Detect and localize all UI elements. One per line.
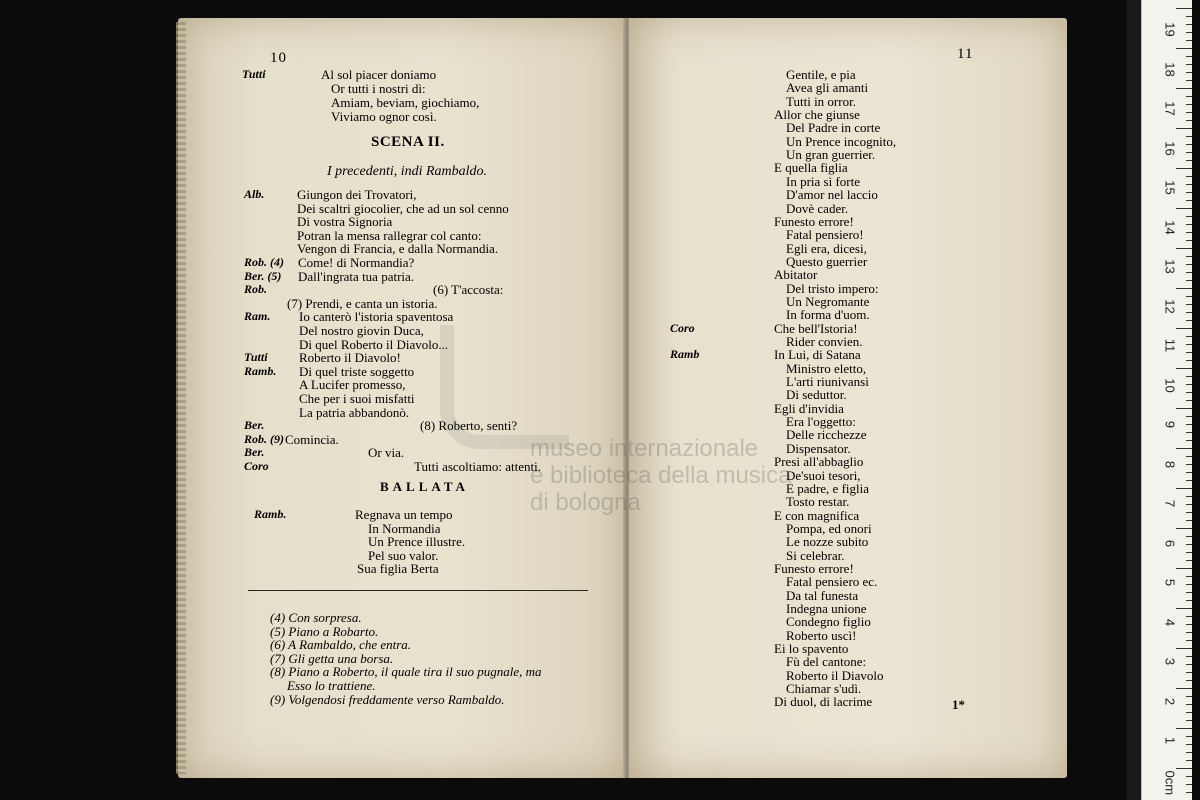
dialogue-line: Del nostro giovin Duca,	[299, 323, 424, 338]
ruler-tick	[1186, 160, 1192, 161]
verse-line: Fù del cantone:	[786, 654, 867, 670]
dialogue-line: Vengon di Francia, e dalla Normandia.	[297, 241, 499, 257]
ruler-number: 1	[1162, 736, 1178, 745]
dialogue-line: Potran la mensa rallegrar col canto:	[297, 227, 482, 243]
ruler-tick	[1186, 760, 1192, 761]
verse-line: Le nozze subito	[786, 534, 869, 550]
ruler-tick	[1186, 256, 1192, 257]
page-edges	[176, 22, 186, 774]
ruler-tick	[1186, 696, 1192, 697]
ballata-line: Un Prence illustre.	[368, 534, 466, 550]
ruler-tick	[1186, 56, 1192, 57]
ruler-tick	[1186, 336, 1192, 337]
watermark-line: di bologna	[530, 489, 641, 516]
verse-line: E con magnifica	[774, 507, 860, 523]
ruler-tick	[1186, 552, 1192, 553]
ruler-number: 16	[1162, 140, 1178, 156]
ruler-tick	[1186, 416, 1192, 417]
ruler-number: 8	[1162, 460, 1178, 468]
ballata-line: In Normandia	[368, 520, 441, 536]
ruler-tick	[1186, 272, 1192, 273]
verse-line: Un gran guerrier.	[786, 147, 876, 163]
ballata-line: Sua figlia Berta	[357, 561, 439, 577]
verse-line: Era l'oggetto:	[786, 414, 856, 430]
footnote: Esso lo trattiene.	[287, 678, 376, 693]
dialogue-line: A Lucifer promesso,	[299, 377, 406, 393]
ruler-tick	[1186, 352, 1192, 353]
ruler-tick	[1186, 424, 1192, 425]
ruler-tick	[1186, 736, 1192, 737]
dialogue-line: Di quel triste soggetto	[299, 363, 415, 379]
ruler-tick	[1186, 152, 1192, 153]
footnote-divider	[248, 590, 588, 591]
ruler-tick	[1176, 328, 1192, 329]
ruler-number: 15	[1162, 180, 1178, 195]
ruler-tick	[1186, 480, 1192, 481]
ruler-tick	[1176, 568, 1192, 569]
verse-line: Del Padre in corte	[786, 120, 881, 136]
ruler-number: 13	[1162, 259, 1178, 274]
ruler-tick	[1176, 288, 1192, 289]
ruler-tick	[1186, 24, 1192, 25]
ruler-tick	[1186, 16, 1192, 17]
ruler-tick	[1176, 368, 1192, 369]
ruler-tick	[1186, 472, 1192, 473]
verse-line: Abitator	[774, 267, 818, 283]
dialogue-line: Or via.	[368, 445, 405, 461]
speaker-label: Alb.	[244, 187, 265, 201]
dialogue-line: Di vostra Signoria	[297, 214, 393, 230]
ruler-tick	[1176, 648, 1192, 649]
ruler-tick	[1186, 496, 1192, 497]
scene-title: SCENA II.	[371, 134, 445, 150]
watermark-line: museo internazionale	[530, 435, 759, 462]
ruler-tick	[1186, 144, 1192, 145]
verse-line: Tosto restar.	[786, 494, 850, 510]
ruler-number: 6	[1162, 539, 1178, 547]
ruler-number: 9	[1162, 420, 1178, 429]
ruler-tick	[1186, 320, 1192, 321]
ruler-tick	[1186, 200, 1192, 201]
ruler-tick	[1186, 560, 1192, 561]
ruler-tick	[1186, 312, 1192, 313]
ruler-tick	[1186, 72, 1192, 73]
ruler-tick	[1186, 680, 1192, 681]
dialogue-line: Dei scaltri giocolier, che ad un sol cenno	[297, 200, 509, 216]
verse-line: Un Negromante	[786, 293, 870, 309]
ruler-tick	[1186, 216, 1192, 217]
ruler-tick	[1186, 584, 1192, 585]
verse-line: Questo guerrier	[786, 253, 868, 269]
verse-line: Dovè cader.	[786, 200, 849, 216]
ruler-tick	[1186, 640, 1192, 641]
speaker-label: Ramb	[670, 347, 700, 362]
speaker-label: Ber.	[244, 418, 265, 433]
ruler-tick	[1186, 304, 1192, 305]
verse-line: Gentile, e pia	[786, 67, 856, 82]
ruler-tick	[1186, 184, 1192, 185]
verse-line: In forma d'uom.	[786, 307, 870, 323]
ruler-tick	[1186, 672, 1192, 673]
verse-line: Un Prence incognito,	[786, 133, 897, 149]
dialogue-line: Di quel Roberto il Diavolo...	[299, 336, 449, 352]
verse-line: Ei lo spavento	[774, 641, 849, 657]
verse-line: Funesto errore!	[774, 560, 854, 576]
measuring-ruler	[1141, 0, 1192, 800]
ruler-tick	[1186, 392, 1192, 393]
ruler-tick	[1186, 32, 1192, 33]
ruler-number: 19	[1162, 22, 1178, 37]
ruler-tick	[1186, 752, 1192, 753]
ruler-tick	[1186, 784, 1192, 785]
ballata-title: BALLATA	[380, 479, 469, 494]
verse-line: L'arti riunivansi	[786, 374, 869, 390]
ruler-tick	[1176, 608, 1192, 609]
dialogue-line: Dall'ingrata tua patria.	[298, 268, 415, 284]
speaker-label: Rob.	[244, 282, 268, 297]
dialogue-line: (6) T'accosta:	[433, 282, 504, 298]
ruler-number: 14	[1162, 219, 1178, 235]
verse-line: Or tutti i nostri dì:	[331, 81, 426, 96]
ruler-number: 18	[1162, 61, 1178, 77]
verse-line: Fatal pensiero ec.	[786, 574, 878, 590]
ruler-tick	[1186, 296, 1192, 297]
verse-line: Ministro eletto,	[786, 360, 867, 376]
speaker-label: Coro	[244, 459, 269, 473]
verse-line: Fatal pensiero!	[786, 227, 864, 243]
ruler-tick	[1186, 536, 1192, 537]
speaker-label: Tutti	[242, 67, 266, 81]
ruler-tick	[1186, 520, 1192, 521]
ruler-tick	[1186, 264, 1192, 265]
footnote: (4) Con sorpresa.	[270, 610, 362, 625]
ruler-number: 3	[1162, 657, 1178, 666]
ruler-tick	[1186, 616, 1192, 617]
ruler-tick	[1186, 792, 1192, 793]
dialogue-line: (7) Prendi, e canta un istoria.	[287, 295, 438, 311]
verse-line: Rider convien.	[786, 334, 863, 349]
speaker-label: Ramb.	[254, 507, 287, 521]
verse-line: Che bell'Istoria!	[774, 320, 858, 336]
verse-line: Indegna unione	[786, 601, 867, 616]
speaker-label: Ram.	[244, 309, 271, 324]
speaker-label: Ber. (5)	[244, 268, 282, 283]
dialogue-line: Giungon dei Trovatori,	[297, 187, 417, 202]
ruler-tick	[1186, 464, 1192, 465]
ruler-tick	[1176, 528, 1192, 529]
ruler-tick	[1186, 344, 1192, 345]
ruler-tick	[1186, 104, 1192, 105]
ruler-tick	[1186, 720, 1192, 721]
verse-line: Avea gli amanti	[786, 80, 869, 96]
ruler-number: 0cm	[1162, 770, 1178, 795]
ruler-tick	[1186, 512, 1192, 513]
verse-line: De'suoi tesori,	[786, 467, 861, 483]
watermark-text	[530, 435, 791, 516]
ruler-tick	[1186, 232, 1192, 233]
dialogue-line: Che per i suoi misfatti	[299, 391, 415, 406]
footnote: (5) Piano a Robarto.	[270, 623, 379, 639]
speaker-label: Coro	[670, 320, 695, 335]
dialogue-line: Comincia.	[285, 431, 339, 447]
ruler-number: 5	[1162, 578, 1178, 587]
ruler-tick	[1186, 712, 1192, 713]
footnote: (7) Gli getta una borsa.	[270, 650, 394, 666]
verse-line: Delle ricchezze	[786, 427, 867, 443]
dialogue-line: Roberto il Diavolo!	[299, 350, 401, 366]
speaker-label: Ber.	[244, 445, 265, 460]
ruler-tick	[1186, 120, 1192, 121]
verse-line: Amiam, beviam, giochiamo,	[331, 95, 480, 110]
verse-line: Presi all'abbaglio	[774, 454, 864, 470]
ruler-edge	[1127, 0, 1141, 800]
signature-mark: 1*	[952, 697, 965, 712]
ruler-tick	[1186, 224, 1192, 225]
ruler-tick	[1186, 776, 1192, 777]
verse-line: In pria sì forte	[786, 173, 861, 189]
ruler-tick	[1186, 240, 1192, 241]
ruler-number: 11	[1162, 338, 1178, 353]
speaker-label: Rob. (4)	[244, 255, 284, 269]
footnote: (9) Volgendosi freddamente verso Rambaldo.	[270, 691, 505, 707]
ruler-number: 17	[1162, 101, 1178, 116]
ruler-tick	[1186, 136, 1192, 137]
ruler-tick	[1176, 48, 1192, 49]
watermark-line: e biblioteca della musica	[530, 462, 792, 489]
ruler-tick	[1186, 704, 1192, 705]
ruler-tick	[1186, 624, 1192, 625]
ruler-tick	[1186, 400, 1192, 401]
verse-line: Da tal funesta	[786, 587, 859, 603]
verse-line: In Lui, di Satana	[774, 347, 861, 363]
verse-line: E quella figlia	[774, 160, 848, 176]
ruler-tick	[1186, 744, 1192, 745]
verse-line: Egli era, dicesi,	[786, 240, 867, 256]
ruler-tick	[1176, 168, 1192, 169]
ruler-tick	[1186, 64, 1192, 65]
verse-line: Chiamar s'udì.	[786, 681, 862, 697]
ballata-line: Regnava un tempo	[355, 507, 453, 522]
ruler-tick	[1176, 8, 1192, 9]
dialogue-line: Come! di Normandia?	[298, 255, 415, 270]
ruler-tick	[1186, 280, 1192, 281]
verse-line: E padre, e figlia	[786, 480, 870, 496]
left-page-number: 10	[270, 50, 287, 66]
scene-subtitle: I precedenti, indi Rambaldo.	[327, 164, 488, 179]
footnote: (6) A Rambaldo, che entra.	[270, 637, 412, 653]
ruler-tick	[1186, 384, 1192, 385]
verse-line: Al sol piacer doniamo	[321, 67, 437, 82]
ruler-tick	[1186, 432, 1192, 433]
speaker-label: Ramb.	[244, 363, 277, 378]
ruler-tick	[1186, 360, 1192, 361]
verse-line: Pompa, ed onori	[786, 520, 872, 536]
ruler-tick	[1186, 576, 1192, 577]
ruler-tick	[1186, 592, 1192, 593]
ruler-tick	[1186, 600, 1192, 601]
ruler-tick	[1176, 768, 1192, 769]
ruler-tick	[1186, 40, 1192, 41]
verse-line: D'amor nel laccio	[786, 187, 878, 203]
ruler-tick	[1186, 80, 1192, 81]
verse-line: Si celebrar.	[786, 547, 845, 563]
ruler-tick	[1176, 208, 1192, 209]
verse-line: Funesto errore!	[774, 213, 854, 229]
ruler-number: 10	[1162, 377, 1178, 393]
ruler-number: 12	[1162, 298, 1178, 314]
ruler-tick	[1186, 192, 1192, 193]
verse-line: Tutti in orror.	[786, 93, 856, 109]
ruler-tick	[1186, 176, 1192, 177]
ruler-tick	[1186, 96, 1192, 97]
ruler-tick	[1186, 376, 1192, 377]
ruler-number: 4	[1162, 618, 1178, 626]
verse-line: Di duol, di lacrime	[774, 694, 873, 710]
verse-line: Allor che giunse	[774, 107, 860, 123]
ballata-line: Pel suo valor.	[368, 547, 439, 563]
ruler-tick	[1186, 656, 1192, 657]
ruler-tick	[1176, 688, 1192, 689]
dialogue-line: La patria abbandonò.	[299, 404, 410, 420]
ruler-tick	[1186, 664, 1192, 665]
verse-line: Del tristo impero:	[786, 280, 879, 296]
dialogue-line: (8) Roberto, senti?	[420, 418, 518, 434]
verse-line: Dispensator.	[786, 440, 851, 456]
ruler-tick	[1186, 456, 1192, 457]
ruler-tick	[1186, 504, 1192, 505]
right-page-number: 11	[957, 46, 974, 62]
dialogue-line: Tutti ascoltiamo: attenti.	[414, 459, 541, 474]
ruler-tick	[1176, 248, 1192, 249]
ruler-tick	[1186, 440, 1192, 441]
ruler-tick	[1176, 488, 1192, 489]
speaker-label: Rob. (9)	[244, 431, 284, 446]
verse-line: Di seduttor.	[786, 387, 847, 403]
ruler-tick	[1176, 448, 1192, 449]
verse-line: Roberto il Diavolo	[786, 667, 884, 683]
footnote: (8) Piano a Roberto, il quale tira il suo pugnale, ma	[270, 664, 542, 680]
dialogue-line: Io canterò l'istoria spaventosa	[299, 309, 454, 325]
ruler-tick	[1186, 112, 1192, 113]
verse-line: Condegno figlio	[786, 614, 871, 630]
ruler-number: 2	[1162, 697, 1178, 705]
ruler-tick	[1176, 408, 1192, 409]
verse-line: Egli d'invidia	[774, 400, 844, 416]
verse-line: Viviamo ognor così.	[331, 109, 437, 124]
verse-line: Roberto uscì!	[786, 627, 857, 643]
ruler-tick	[1176, 88, 1192, 89]
ruler-tick	[1186, 544, 1192, 545]
ruler-tick	[1186, 632, 1192, 633]
ruler-tick	[1176, 728, 1192, 729]
ruler-tick	[1176, 128, 1192, 129]
speaker-label: Tutti	[244, 350, 268, 365]
ruler-number: 7	[1162, 499, 1178, 508]
